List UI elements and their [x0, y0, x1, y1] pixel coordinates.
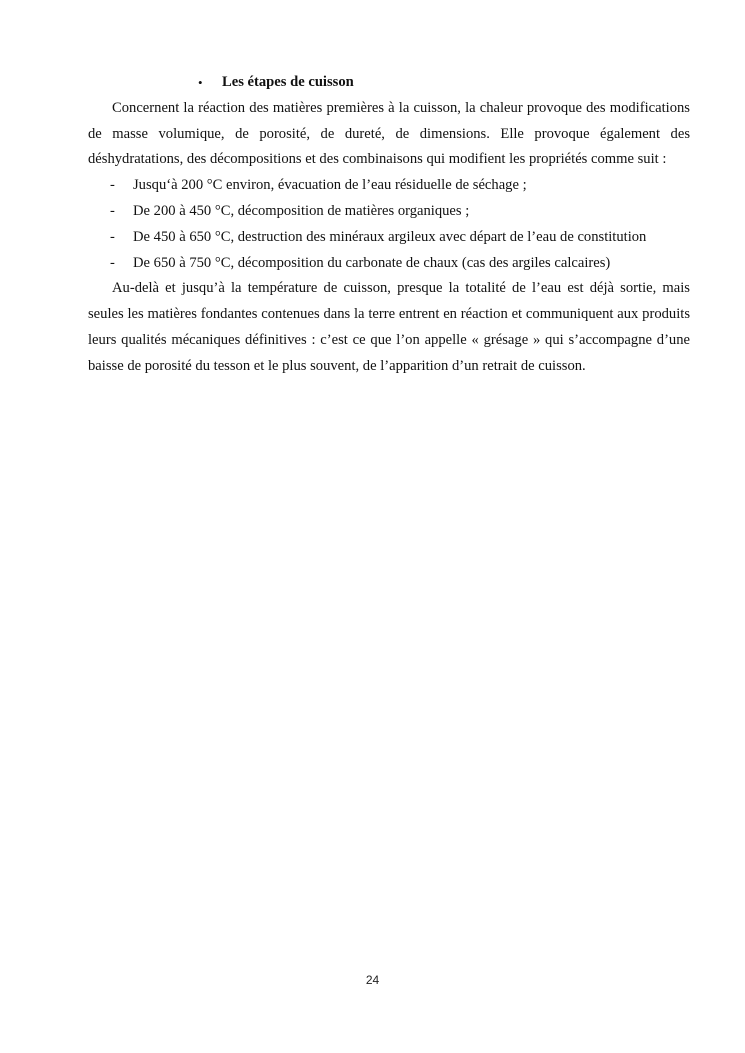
section-heading [88, 70, 690, 96]
dash-marker: - [110, 254, 115, 271]
list-item-text: De 650 à 750 °C, décomposition du carbonate de chaux (cas des argiles calcaires) [133, 254, 611, 271]
page-content [88, 70, 690, 380]
dash-marker: - [110, 228, 115, 245]
list-item [88, 251, 690, 277]
list-item-text: De 200 à 450 °C, décomposition de matières organiques ; [133, 202, 470, 219]
list-item [88, 225, 690, 251]
list-item-text: Jusqu‘à 200 °C environ, évacuation de l’eau résiduelle de séchage ; [133, 177, 527, 194]
list-item [88, 199, 690, 225]
temperature-stage-list [88, 173, 690, 276]
page-number: 24 [365, 973, 380, 987]
section-title: Les étapes de cuisson [222, 74, 354, 90]
dash-marker: - [110, 202, 115, 219]
dash-marker: - [110, 177, 115, 194]
list-item-text: De 450 à 650 °C, destruction des minéraux argileux avec départ de l’eau de constitution [133, 228, 647, 245]
intro-paragraph: Concernent la réaction des matières premières à la cuisson, la chaleur provoque des modifications de masse volumique, de porosité, de dureté, de dimensions. Elle provoque également des déshydratations, des décompositions et des combinaisons qui modifient les propriétés comme suit : [88, 99, 690, 168]
list-item [88, 173, 690, 199]
bullet-icon: • [198, 75, 203, 90]
conclusion-paragraph: Au-delà et jusqu’à la température de cuisson, presque la totalité de l’eau est déjà sortie, mais seules les matières fondantes contenues dans la terre entrent en réaction et communiquent aux produits leurs qualités mécaniques définitives : c’est ce que l’on appelle « grésage » qui s’accompagne d’une baisse de porosité du tesson et le plus souvent, de l’apparition d’un retrait de cuisson. [88, 280, 690, 374]
